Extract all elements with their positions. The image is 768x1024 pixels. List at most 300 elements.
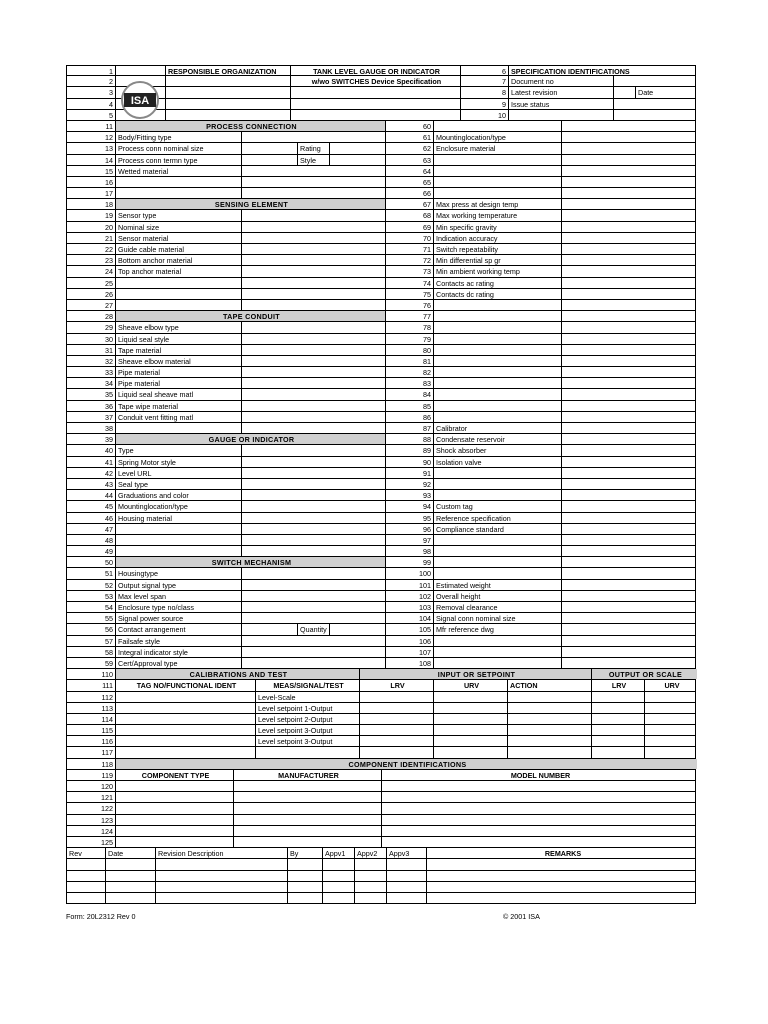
field-value[interactable] — [561, 188, 697, 198]
field-value[interactable] — [241, 367, 385, 377]
field-value[interactable] — [241, 479, 385, 489]
form-row — [66, 177, 696, 188]
field-label — [433, 334, 561, 344]
field-value[interactable] — [561, 244, 697, 254]
model-cell[interactable] — [381, 826, 697, 836]
tag-cell[interactable] — [115, 747, 255, 757]
field-value[interactable] — [561, 401, 697, 411]
line-number: 124 — [101, 826, 113, 836]
field-value[interactable] — [561, 289, 697, 299]
copyright: © 2001 ISA — [503, 912, 540, 921]
field-value[interactable] — [241, 300, 385, 310]
field-value[interactable] — [241, 289, 385, 299]
field-label: Switch repeatability — [433, 244, 561, 254]
title-cell — [290, 87, 460, 97]
field-value[interactable] — [561, 434, 697, 444]
line-number: 62 — [385, 143, 433, 153]
manufacturer-cell[interactable] — [233, 815, 381, 825]
rev-cell[interactable] — [322, 859, 354, 869]
field-value[interactable] — [561, 233, 697, 243]
field-value[interactable] — [561, 266, 697, 276]
rev-cell[interactable] — [426, 859, 697, 869]
lrv-cell[interactable] — [591, 692, 644, 702]
line-number: 18 — [105, 200, 113, 210]
field-label: Sheave elbow type — [115, 322, 241, 332]
rev-cell[interactable] — [67, 882, 105, 892]
line-number: 23 — [105, 256, 113, 266]
form-row — [66, 501, 696, 512]
field-value[interactable] — [241, 334, 385, 344]
spec-id-value[interactable] — [613, 76, 697, 86]
field-value[interactable] — [329, 624, 385, 634]
field-value[interactable] — [561, 602, 697, 612]
line-number: 99 — [385, 557, 433, 567]
field-value[interactable] — [241, 647, 385, 657]
lrv-cell[interactable] — [591, 703, 644, 713]
form-row — [66, 300, 696, 311]
date-label: Date — [635, 87, 697, 97]
field-value[interactable] — [561, 568, 697, 578]
field-value[interactable] — [561, 647, 697, 657]
field-value[interactable] — [561, 580, 697, 590]
field-value[interactable] — [561, 345, 697, 355]
field-value[interactable] — [241, 546, 385, 556]
form-row — [66, 434, 696, 445]
meas-cell: Level setpoint 3-Output — [255, 725, 359, 735]
field-value[interactable] — [241, 457, 385, 467]
line-number: 82 — [385, 367, 433, 377]
rev-cell[interactable] — [155, 859, 287, 869]
urv-cell[interactable] — [644, 736, 697, 746]
field-value[interactable] — [241, 490, 385, 500]
field-value[interactable] — [561, 412, 697, 422]
rev-cell[interactable] — [322, 893, 354, 903]
field-label — [433, 490, 561, 500]
field-value[interactable] — [241, 468, 385, 478]
field-label — [115, 300, 241, 310]
isa-logo-icon — [118, 80, 162, 120]
field-label — [433, 345, 561, 355]
tag-cell[interactable] — [115, 725, 255, 735]
manufacturer-cell[interactable] — [233, 792, 381, 802]
field-value[interactable] — [241, 513, 385, 523]
spec-sheet — [66, 65, 696, 904]
form-row — [66, 255, 696, 266]
field-value[interactable] — [241, 401, 385, 411]
field-value[interactable] — [561, 423, 697, 433]
form-row — [66, 591, 696, 602]
urv-cell[interactable] — [433, 736, 507, 746]
rev-cell[interactable] — [105, 859, 155, 869]
field-value[interactable] — [241, 568, 385, 578]
form-row — [66, 624, 696, 635]
line-number: 111 — [102, 681, 113, 691]
field-label: Sheave elbow material — [115, 356, 241, 366]
field-value[interactable] — [241, 345, 385, 355]
lrv-cell[interactable] — [359, 703, 433, 713]
line-number: 34 — [105, 379, 113, 389]
form-row — [66, 747, 696, 758]
line-number: 28 — [105, 312, 113, 322]
manufacturer-cell[interactable] — [233, 781, 381, 791]
line-number: 93 — [385, 490, 433, 500]
field-label: Process conn termn type — [115, 155, 241, 165]
field-value[interactable] — [241, 266, 385, 276]
form-number: Form: 20L2312 Rev 0 — [66, 912, 136, 921]
lrv-cell[interactable] — [591, 736, 644, 746]
form-row — [66, 848, 696, 859]
model-cell[interactable] — [381, 837, 697, 847]
field-value[interactable] — [561, 389, 697, 399]
action-cell[interactable] — [507, 714, 591, 724]
rev-cell[interactable] — [287, 871, 322, 881]
urv-cell[interactable] — [433, 725, 507, 735]
action-cell[interactable] — [507, 703, 591, 713]
field-label — [433, 356, 561, 366]
rev-cell[interactable] — [354, 859, 386, 869]
urv-cell[interactable] — [644, 703, 697, 713]
tag-cell[interactable] — [115, 692, 255, 702]
spec-id-value[interactable] — [613, 87, 635, 97]
line-number: 91 — [385, 468, 433, 478]
field-value[interactable] — [561, 334, 697, 344]
lrv-cell[interactable] — [591, 714, 644, 724]
field-label: Level URL — [115, 468, 241, 478]
rev-cell[interactable] — [426, 893, 697, 903]
model-cell[interactable] — [381, 803, 697, 813]
field-value[interactable] — [241, 389, 385, 399]
field-value[interactable] — [561, 322, 697, 332]
field-value[interactable] — [561, 300, 697, 310]
line-number: 44 — [105, 491, 113, 501]
rev-cell[interactable] — [354, 871, 386, 881]
form-row — [66, 479, 696, 490]
component-type-cell[interactable] — [115, 792, 233, 802]
spec-id-value[interactable] — [613, 99, 697, 109]
urv-cell[interactable] — [433, 692, 507, 702]
field-value[interactable] — [561, 457, 697, 467]
field-value[interactable] — [561, 524, 697, 534]
model-cell[interactable] — [381, 781, 697, 791]
field-label: Tape wipe material — [115, 401, 241, 411]
org-cell[interactable] — [165, 76, 290, 86]
manufacturer-cell[interactable] — [233, 826, 381, 836]
form-row — [66, 457, 696, 468]
field-value[interactable] — [561, 143, 697, 153]
field-label — [433, 568, 561, 578]
field-label — [433, 479, 561, 489]
org-cell[interactable] — [165, 110, 290, 120]
form-row — [66, 188, 696, 199]
field-value[interactable] — [241, 166, 385, 176]
field-value[interactable] — [561, 155, 697, 165]
field-label: Liquid seal sheave matl — [115, 389, 241, 399]
rev-cell[interactable] — [287, 859, 322, 869]
field-value[interactable] — [561, 199, 697, 209]
field-value[interactable] — [241, 177, 385, 187]
field-value[interactable] — [241, 143, 297, 153]
section-header: SENSING ELEMENT — [115, 199, 385, 209]
field-value[interactable] — [561, 121, 697, 131]
field-value[interactable] — [241, 378, 385, 388]
field-value[interactable] — [561, 557, 697, 567]
field-value[interactable] — [561, 378, 697, 388]
manufacturer-cell[interactable] — [233, 837, 381, 847]
field-value[interactable] — [561, 132, 697, 142]
rev-cell[interactable] — [155, 882, 287, 892]
field-label: Output signal type — [115, 580, 241, 590]
urv-cell[interactable] — [644, 747, 697, 757]
component-type-cell[interactable] — [115, 815, 233, 825]
form-row — [66, 535, 696, 546]
rev-cell[interactable] — [386, 882, 426, 892]
field-label: Enclosure material — [433, 143, 561, 153]
rev-cell[interactable] — [155, 871, 287, 881]
form-row — [66, 155, 696, 166]
field-value[interactable] — [561, 490, 697, 500]
field-label: Min specific gravity — [433, 222, 561, 232]
field-value[interactable] — [561, 311, 697, 321]
field-value[interactable] — [561, 658, 697, 668]
urv-cell[interactable] — [644, 692, 697, 702]
line-number: 6 — [460, 66, 508, 75]
field-value[interactable] — [561, 546, 697, 556]
form-row — [66, 714, 696, 725]
rev-cell[interactable] — [105, 893, 155, 903]
field-value[interactable] — [561, 636, 697, 646]
action-cell[interactable] — [507, 747, 591, 757]
field-value[interactable] — [241, 255, 385, 265]
rev-cell[interactable] — [386, 893, 426, 903]
field-label — [433, 389, 561, 399]
field-value[interactable] — [561, 445, 697, 455]
rev-cell[interactable] — [105, 871, 155, 881]
field-label: Pipe material — [115, 378, 241, 388]
field-label: Enclosure type no/class — [115, 602, 241, 612]
field-value[interactable] — [241, 445, 385, 455]
component-type-cell[interactable] — [115, 837, 233, 847]
field-value[interactable] — [561, 367, 697, 377]
form-row — [66, 311, 696, 322]
lrv-cell[interactable] — [591, 747, 644, 757]
spec-id-value[interactable] — [613, 110, 697, 120]
rev-cell[interactable] — [67, 893, 105, 903]
field-value[interactable] — [561, 222, 697, 232]
manufacturer-cell[interactable] — [233, 803, 381, 813]
field-value[interactable] — [561, 468, 697, 478]
field-label: Calibrator — [433, 423, 561, 433]
field-value[interactable] — [241, 412, 385, 422]
urv-cell[interactable] — [433, 747, 507, 757]
form-row — [66, 736, 696, 747]
field-value[interactable] — [241, 222, 385, 232]
line-number: 106 — [385, 636, 433, 646]
line-number: 85 — [385, 401, 433, 411]
rev-cell[interactable] — [322, 882, 354, 892]
field-value[interactable] — [561, 166, 697, 176]
rev-cell[interactable] — [386, 871, 426, 881]
lrv-cell[interactable] — [359, 725, 433, 735]
rev-cell[interactable] — [67, 871, 105, 881]
field-label: Graduations and color — [115, 490, 241, 500]
field-label — [115, 423, 241, 433]
line-number: 92 — [385, 479, 433, 489]
rev-cell[interactable] — [354, 882, 386, 892]
tag-cell[interactable] — [115, 736, 255, 746]
line-number: 32 — [105, 356, 113, 366]
col-header: MEAS/SIGNAL/TEST — [255, 680, 359, 690]
action-cell[interactable] — [507, 692, 591, 702]
field-value[interactable] — [241, 356, 385, 366]
line-number: 87 — [385, 423, 433, 433]
component-type-cell[interactable] — [115, 803, 233, 813]
field-value[interactable] — [241, 244, 385, 254]
rev-cell[interactable] — [287, 893, 322, 903]
col-header: LRV — [591, 680, 644, 690]
field-value[interactable] — [241, 602, 385, 612]
form-row — [66, 378, 696, 389]
field-value[interactable] — [241, 658, 385, 668]
field-value[interactable] — [241, 613, 385, 623]
form-row — [66, 222, 696, 233]
component-type-cell[interactable] — [115, 781, 233, 791]
form-row — [66, 837, 696, 848]
field-value[interactable] — [241, 210, 385, 220]
field-label — [433, 535, 561, 545]
field-value[interactable] — [241, 322, 385, 332]
org-cell[interactable] — [165, 87, 290, 97]
component-type-cell[interactable] — [115, 826, 233, 836]
col-header: COMPONENT TYPE — [115, 770, 233, 780]
form-row — [66, 412, 696, 423]
field-value[interactable] — [561, 177, 697, 187]
field-value[interactable] — [561, 479, 697, 489]
field-value[interactable] — [561, 624, 697, 634]
meas-cell: Level setpoint 1-Output — [255, 703, 359, 713]
field-value[interactable] — [241, 524, 385, 534]
field-value[interactable] — [561, 591, 697, 601]
lrv-cell[interactable] — [359, 747, 433, 757]
field-label: Min ambient working temp — [433, 266, 561, 276]
field-label: Custom tag — [433, 501, 561, 511]
section-header: COMPONENT IDENTIFICATIONS — [115, 759, 697, 769]
line-number: 73 — [385, 266, 433, 276]
field-label: Reference specification — [433, 513, 561, 523]
field-value[interactable] — [561, 535, 697, 545]
field-value[interactable] — [241, 278, 385, 288]
line-number: 58 — [105, 647, 113, 657]
line-number: 25 — [105, 278, 113, 288]
field-value[interactable] — [561, 613, 697, 623]
field-value[interactable] — [241, 132, 385, 142]
field-label — [433, 322, 561, 332]
rev-cell[interactable] — [426, 882, 697, 892]
rev-header: Revision Description — [155, 848, 287, 858]
field-value[interactable] — [241, 501, 385, 511]
field-value[interactable] — [561, 255, 697, 265]
field-label — [433, 367, 561, 377]
field-value[interactable] — [561, 513, 697, 523]
urv-cell[interactable] — [433, 714, 507, 724]
field-label: Estimated weight — [433, 580, 561, 590]
line-number: 119 — [101, 770, 113, 780]
field-label: Contacts ac rating — [433, 278, 561, 288]
field-label — [433, 311, 561, 321]
org-cell[interactable] — [165, 99, 290, 109]
rev-cell[interactable] — [67, 859, 105, 869]
tag-cell[interactable] — [115, 714, 255, 724]
form-row — [66, 289, 696, 300]
field-value[interactable] — [241, 188, 385, 198]
urv-cell[interactable] — [644, 725, 697, 735]
field-value[interactable] — [329, 155, 385, 165]
field-value[interactable] — [561, 356, 697, 366]
inline-label: Style — [297, 155, 329, 165]
form-row — [66, 770, 696, 781]
field-value[interactable] — [561, 501, 697, 511]
line-number: 95 — [385, 513, 433, 523]
lrv-cell[interactable] — [359, 736, 433, 746]
field-label — [115, 535, 241, 545]
field-value[interactable] — [241, 624, 297, 634]
rev-cell[interactable] — [426, 871, 697, 881]
field-value[interactable] — [241, 155, 297, 165]
field-value[interactable] — [241, 636, 385, 646]
field-value[interactable] — [561, 278, 697, 288]
line-number: 102 — [385, 591, 433, 601]
col-header: TAG NO/FUNCTIONAL IDENT — [115, 680, 255, 690]
field-label — [433, 636, 561, 646]
form-row — [66, 815, 696, 826]
line-number: 37 — [105, 412, 113, 422]
form-row — [66, 613, 696, 624]
action-cell[interactable] — [507, 725, 591, 735]
rev-cell[interactable] — [155, 893, 287, 903]
tag-cell[interactable] — [115, 703, 255, 713]
form-row — [66, 568, 696, 579]
field-value[interactable] — [241, 423, 385, 433]
rev-cell[interactable] — [386, 859, 426, 869]
line-number: 7 — [460, 76, 508, 86]
model-cell[interactable] — [381, 792, 697, 802]
rev-cell[interactable] — [354, 893, 386, 903]
form-row — [66, 401, 696, 412]
svg-text:ISA: ISA — [130, 95, 150, 107]
field-value[interactable] — [241, 591, 385, 601]
field-value[interactable] — [241, 233, 385, 243]
field-value[interactable] — [561, 210, 697, 220]
field-label — [433, 658, 561, 668]
form-row — [66, 143, 696, 154]
model-cell[interactable] — [381, 815, 697, 825]
field-value[interactable] — [241, 580, 385, 590]
line-number: 103 — [385, 602, 433, 612]
urv-cell[interactable] — [433, 703, 507, 713]
lrv-cell[interactable] — [591, 725, 644, 735]
org-cell[interactable]: RESPONSIBLE ORGANIZATION — [165, 66, 290, 75]
field-label: Top anchor material — [115, 266, 241, 276]
lrv-cell[interactable] — [359, 692, 433, 702]
action-cell[interactable] — [507, 736, 591, 746]
field-label: Min differential sp gr — [433, 255, 561, 265]
lrv-cell[interactable] — [359, 714, 433, 724]
field-value[interactable] — [329, 143, 385, 153]
field-value[interactable] — [241, 535, 385, 545]
rev-cell[interactable] — [105, 882, 155, 892]
urv-cell[interactable] — [644, 714, 697, 724]
rev-cell[interactable] — [287, 882, 322, 892]
rev-cell[interactable] — [322, 871, 354, 881]
